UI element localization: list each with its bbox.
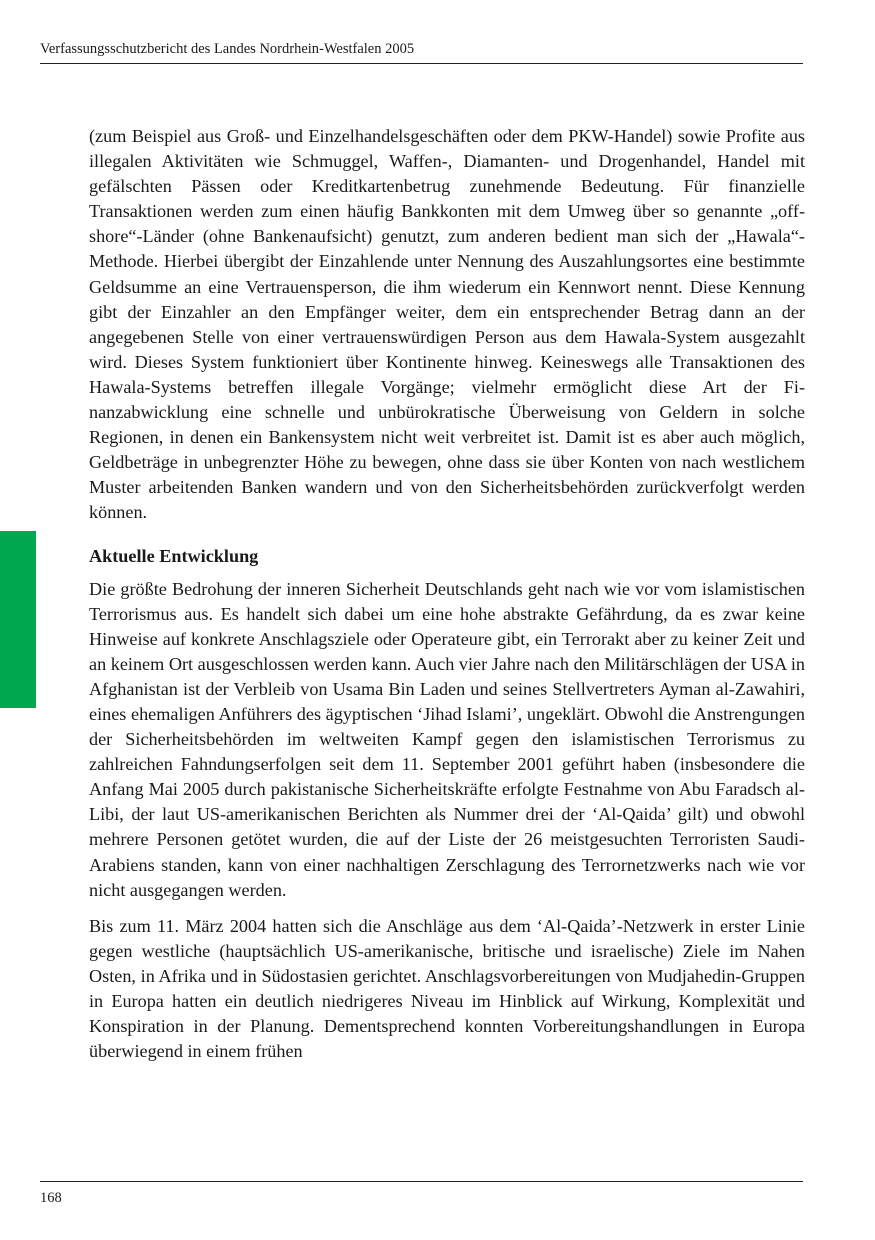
page-number: 168 [40,1190,62,1206]
body-paragraph: Bis zum 11. März 2004 hatten sich die Anschläge aus dem ‘Al-Qaida’-Netzwerk in erster Linie gegen westliche (hauptsächlich US-amerikanische, britische und israelische) Ziele im Nahen Osten, in Afrika und in Südostasien gerichtet. Anschlagsvorbereitungen von Mudjahedin-Gruppen in Europa hatten ein deutlich niedrigeres Niveau im Hinblick auf Wirkung, Komplexität und Konspiration in der Planung. Dementsprechend konnten Vorbereitungshandlungen in Europa überwiegend in einem frühen [89,915,805,1062]
chapter-color-tab [0,531,36,708]
main-text [89,124,805,1064]
running-header: Verfassungsschutzbericht des Landes Nordrhein-Westfalen 2005 [40,40,803,64]
body-paragraph: (zum Beispiel aus Groß- und Einzelhandelsgeschäften oder dem PKW-Handel) sowie Profite aus illegalen Aktivitäten wie Schmuggel, Waffen-, Diamanten- und Drogenhandel, Handel mit gefälschten Pässen oder Kreditkartenbetrug zunehmende Bedeutung. Für finanzielle Transaktionen werden zum einen häufig Bankkonten mit dem Umweg über so genannte „off-shore“-Länder (ohne Bankenaufsicht) genutzt, zum anderen bedient man sich der „Hawala“-Methode. Hierbei übergibt der Einzahlende unter Nennung des Auszahlungsortes eine bestimmte Geldsumme an eine Vertrauensperson, die ihm wiederum ein Kennwort nennt. Diese Kennung gibt der Einzahler an den Empfänger weiter, dem ein entsprechender Betrag dann an der angegebenen Stelle von einer vertrauenswürdigen Person aus dem Hawala-System ausgezahlt wird. Dieses System funktioniert über Kontinente hinweg. Keineswegs alle Transaktionen des Hawala-Systems betreffen illegale Vorgänge; vielmehr ermöglicht diese Art der Finanzabwicklung eine schnelle und unbürokratische Überweisung von Geldern in solche Regionen, in denen ein Bankensystem nicht weit verbreitet ist. Damit ist es aber auch möglich, Geldbeträge in unbegrenzter Höhe zu bewegen, ohne dass sie über Konten von nach westlichem Muster arbeitenden Banken wandern und von den Sicherheitsbehörden zurückverfolgt werden können. [89,126,805,523]
footer-rule [40,1181,803,1182]
body-paragraph: Die größte Bedrohung der inneren Sicherheit Deutschlands geht nach wie vor vom islamistischen Terrorismus aus. Es handelt sich dabei um eine hohe abstrakte Gefährdung, da es zwar keine Hinweise auf konkrete Anschlagsziele oder Operateure gibt, ein Terrorakt aber zu keiner Zeit und an keinem Ort ausgeschlossen werden kann. Auch vier Jahre nach den Militärschlägen der USA in Afghanistan ist der Verbleib von Usama Bin Laden und seines Stellvertreters Ayman al-Zawahiri, eines ehemaligen Anführers des ägyptischen ‘Jihad Islami’, ungeklärt. Obwohl die Anstrengungen der Sicherheitsbehörden im weltweiten Kampf gegen den islamistischen Terrorismus zu zahlreichen Fahndungserfolgen seit dem 11. September 2001 geführt haben (insbesondere die Anfang Mai 2005 durch pakistanische Sicherheitskräfte erfolgte Festnahme von Abu Faradsch al-Libi, der laut US-amerikanischen Berichten als Nummer drei der ‘Al-Qaida’ gilt) und obwohl mehrere Personen getötet wurden, die auf der Liste der 26 meistgesuchten Terroristen Saudi-Arabiens standen, kann von einer nachhaltigen Zerschlagung des Terrornetzwerks nach wie vor nicht ausgegangen werden. [89,578,805,900]
section-heading: Aktuelle Entwicklung [89,545,259,566]
